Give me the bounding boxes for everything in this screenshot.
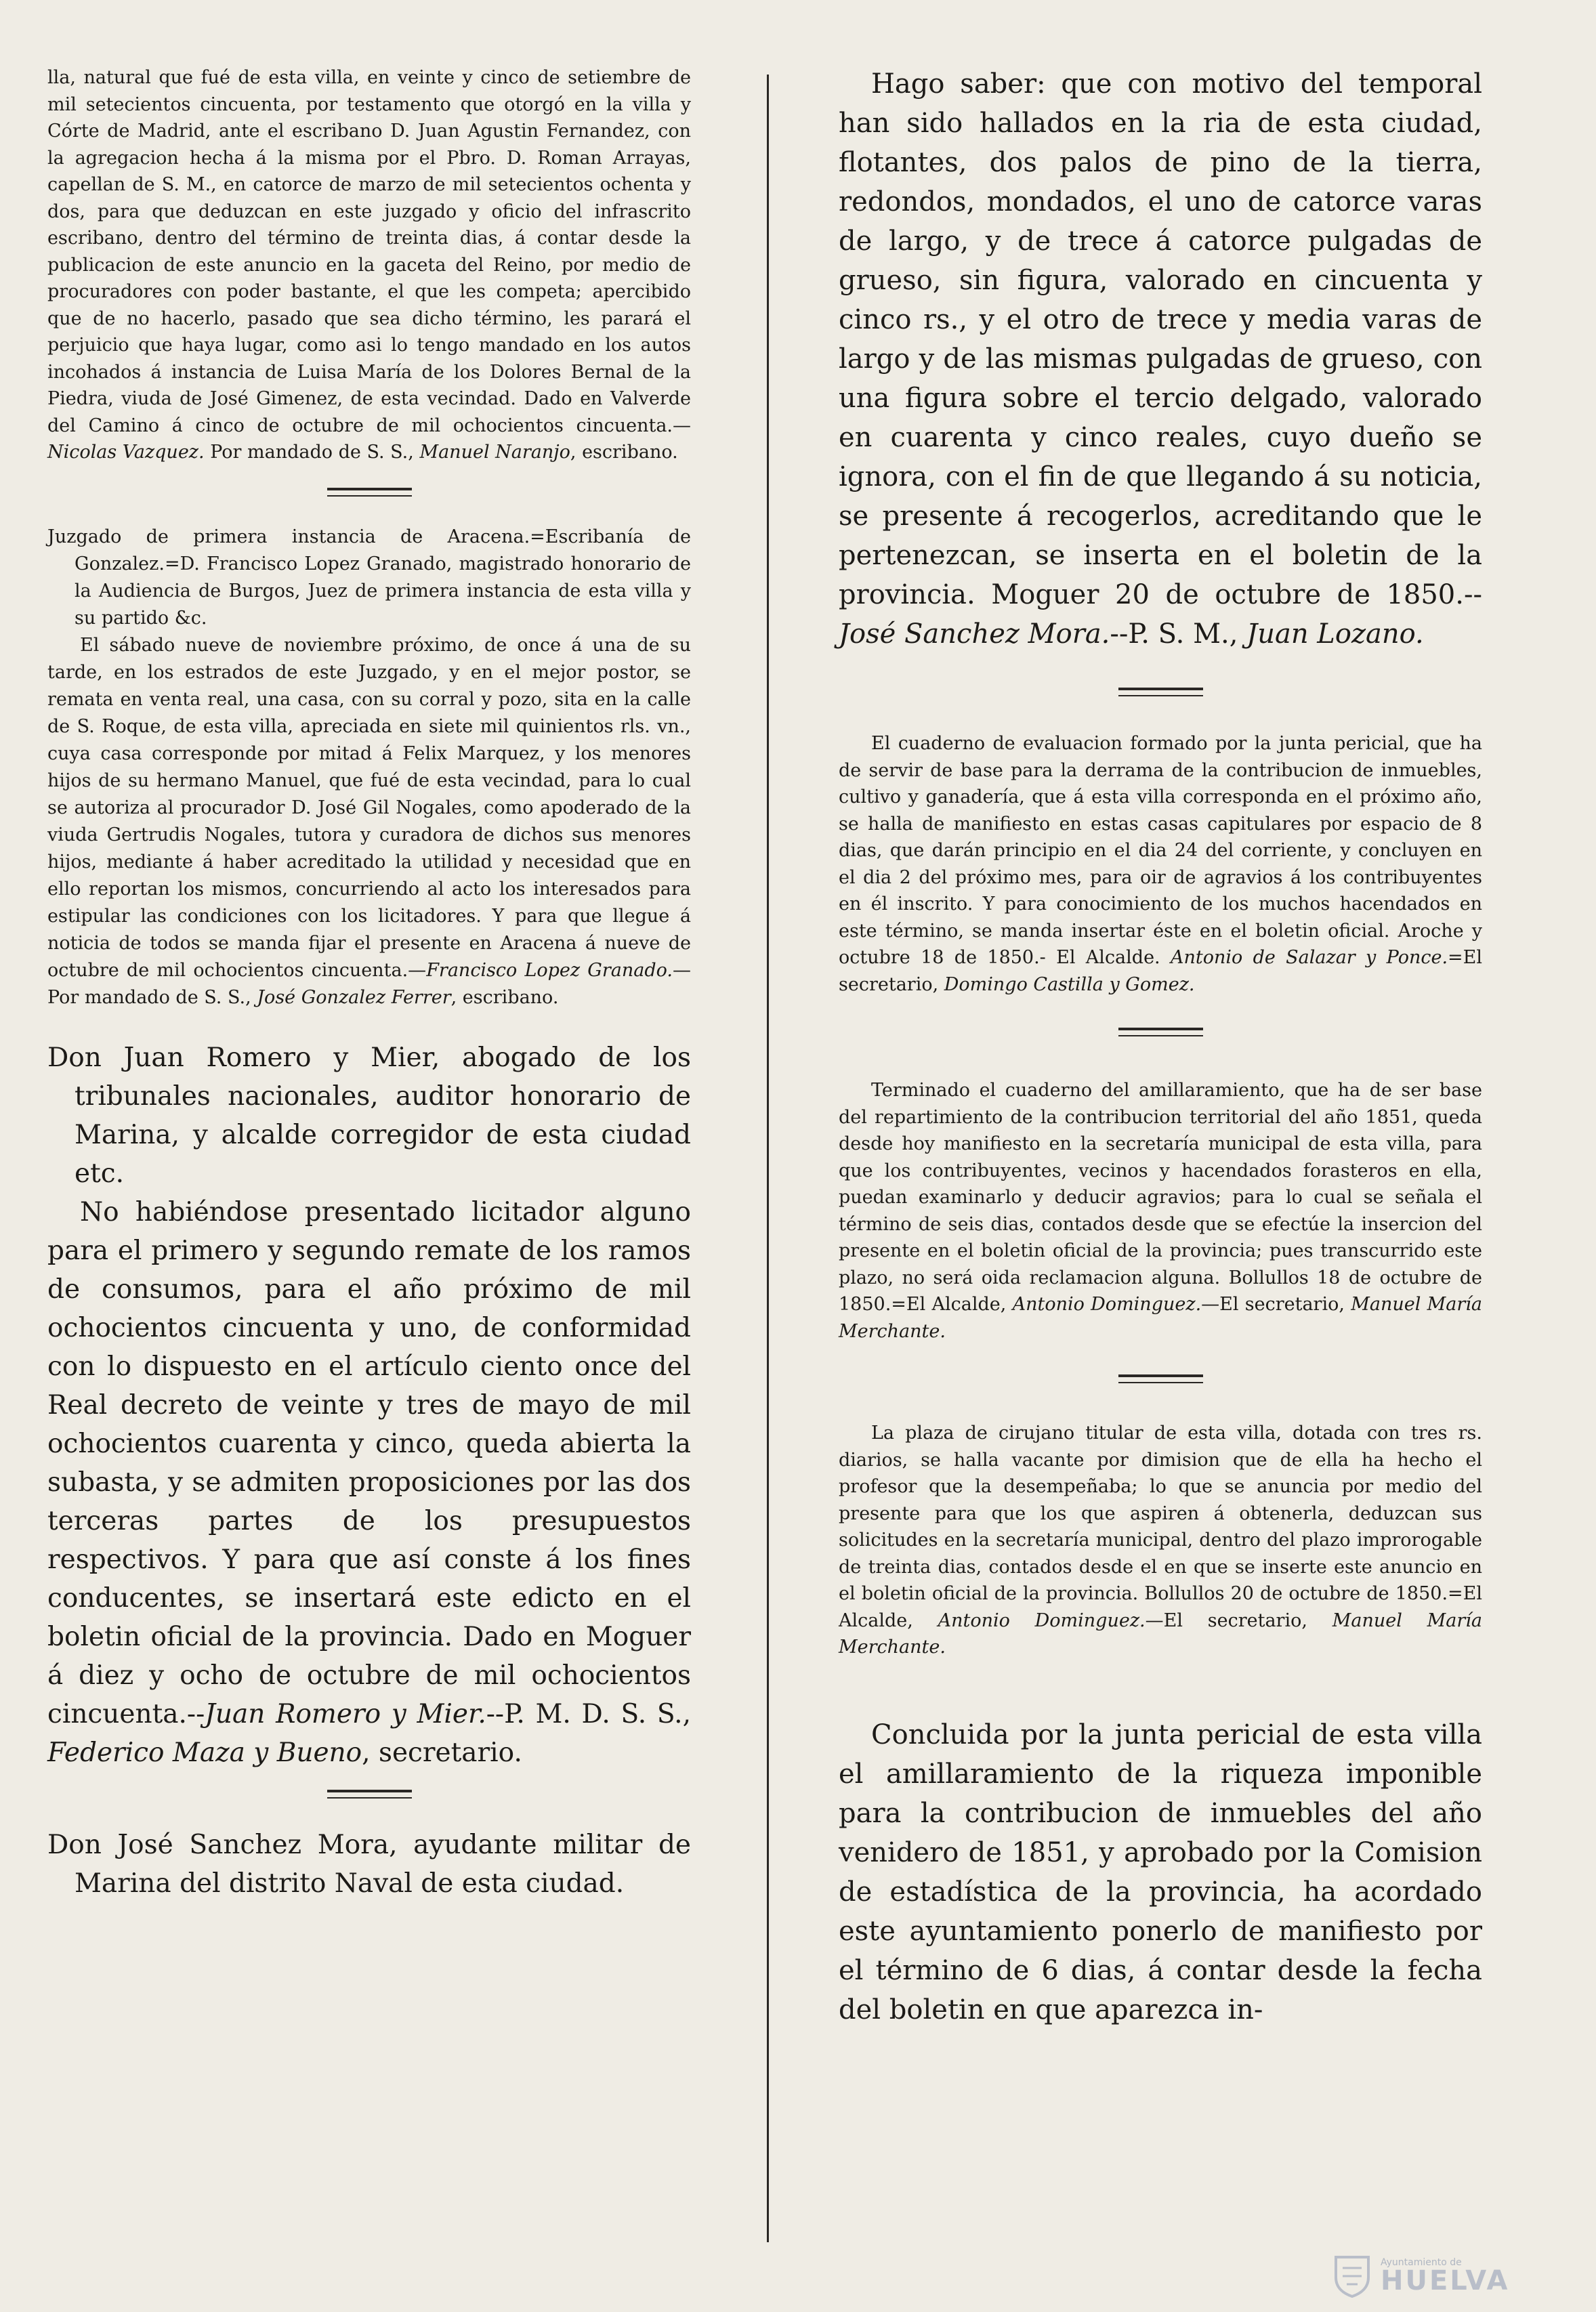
notice-aracena-body: El sábado nueve de noviembre próximo, de once á una de su tarde, en los estrados de este Juzgado, y en el mejor postor, se remata en venta real, una casa, con su corral y pozo, sita en la calle de S. Roque, de esta villa, apreciada en siete mil quinientos rls. vn., cuya casa corresponde por mitad á Felix Marquez, y los menores hijos de su hermano Manuel, que fué de esta vecindad, para lo cual se autoriza al procurador D. José Gil Nogales, como apoderado de la viuda Gertrudis Nogales, tutora y curadora de dichos sus menores hijos, mediante á haber acreditado la utilidad y necesidad que en ello reportan los mismos, concurriendo al acto los interesados para estipular las condiciones con los licitadores. Y para que llegue á noticia de todos se manda fijar el presente en Aracena á nueve de octubre de mil ochocientos cincuenta.—Francisco Lopez Granado.—Por mandado de S. S., José Gonzalez Ferrer, escribano. [47, 634, 691, 1008]
separator-rule [327, 488, 412, 497]
separator-rule [1118, 688, 1203, 696]
separator-rule [327, 1790, 412, 1799]
left-column [47, 64, 691, 1903]
notice-valverde: lla, natural que fué de esta villa, en veinte y cinco de setiembre de mil setecientos cincuenta, por testamento que otorgó en la villa y Córte de Madrid, ante el escribano D. Juan Agustin Fernandez, con la agregacion hecha á la misma por el Pbro. D. Roman Arrayas, capellan de S. M., en catorce de marzo de mil setecientos ochenta y dos, para que deduzcan en este juzgado y oficio del infrascrito escribano, dentro del término de treinta dias, á contar desde la publicacion de este anuncio en la gaceta del Reino, por medio de procuradores con poder bastante, el que les competa; apercibido que de no hacerlo, pasado que sea dicho término, les parará el perjuicio que haya lugar, como asi lo tengo mandado en los autos incohados á instancia de Luisa María de los Dolores Bernal de la Piedra, viuda de José Gimenez, de esta vecindad. Dado en Valverde del Camino á cinco de octubre de mil ochocientos cincuenta.—Nicolas Vazquez. Por mandado de S. S., Manuel Naranjo, escribano. [47, 67, 691, 463]
notice-sanchez-heading: Don José Sanchez Mora, ayudante militar de Marina del distrito Naval de esta ciudad. [47, 1829, 691, 1899]
notice-aroche: El cuaderno de evaluacion formado por la junta pericial, que ha de servir de base para la derrama de la contribucion de inmuebles, cultivo y ganadería, que á esta villa corresponda en el próximo año, se halla de manifiesto en estas casas capitulares por espacio de 8 dias, que darán principio en el dia 24 del corriente, y concluyen en el dia 2 del próximo mes, para oir de agravios á los contribuyentes en él inscrito. Y para conocimiento de los muchos hacendados en este término, se manda insertar éste en el boletin oficial. Aroche y octubre 18 de 1850.- El Alcalde. Antonio de Salazar y Ponce.=El secretario, Domingo Castilla y Gomez. [839, 733, 1482, 995]
right-column [839, 64, 1482, 2030]
watermark-text: Ayuntamiento de HUELVA [1381, 2257, 1510, 2296]
notice-moguer-timber: Hago saber: que con motivo del temporal han sido hallados en la ria de esta ciudad, flotantes, dos palos de pino de la tierra, redondos, mondados, el uno de catorce varas de largo, y de trece á catorce pulgadas de grueso, sin figura, valorado en cincuenta y cinco rs., y el otro de trece y media varas de largo y de las mismas pulgadas de grueso, con una figura sobre el tercio delgado, valorado en cuarenta y cinco reales, cuyo dueño se ignora, con el fin de que llegando á su noticia, se presente á recogerlos, acreditando que le pertenezcan, se inserta en el boletin de la provincia. Moguer 20 de octubre de 1850.--José Sanchez Mora.--P. S. M., Juan Lozano. [839, 68, 1482, 650]
column-divider [767, 75, 769, 2242]
notice-bollullos-cirujano: La plaza de cirujano titular de esta villa, dotada con tres rs. diarios, se halla vacante por dimision que de ella ha hecho el profesor que la desempeñaba; lo que se anuncia por medio del presente para que los que aspiren á obtenerla, deduzcan sus solicitudes en la secretaría municipal, dentro del plazo improrogable de treinta dias, contados desde el en que se inserte este anuncio en el boletin oficial de la provincia. Bollullos 20 de octubre de 1850.=El Alcalde, Antonio Dominguez.—El secretario, Manuel María Merchante. [839, 1423, 1482, 1658]
notice-moguer-body: No habiéndose presentado licitador alguno para el primero y segundo remate de los ramos de consumos, para el año próximo de mil ochocientos cincuenta y uno, de conformidad con lo dispuesto en el artículo ciento once del Real decreto de veinte y tres de mayo de mil ochocientos cuarenta y cinco, queda abierta la subasta, y se admiten proposiciones por las dos terceras partes de los presupuestos respectivos. Y para que así conste á los fines conducentes, se insertará este edicto en el boletin oficial de la provincia. Dado en Moguer á diez y ocho de octubre de mil ochocientos cincuenta.--Juan Romero y Mier.--P. M. D. S. S., Federico Maza y Bueno, secretario. [47, 1196, 691, 1768]
watermark [1333, 2252, 1577, 2300]
notice-moguer-heading: Don Juan Romero y Mier, abogado de los tribunales nacionales, auditor honorario de Marina, y alcalde corregidor de esta ciudad etc. [47, 1042, 691, 1189]
notice-aracena-heading: Juzgado de primera instancia de Aracena.=Escribanía de Gonzalez.=D. Francisco Lopez Granado, magistrado honorario de la Audiencia de Burgos, Juez de primera instancia de esta villa y su partido &c. [47, 526, 691, 629]
notice-junta-pericial: Concluida por la junta pericial de esta villa el amillaramiento de la riqueza imponible para la contribucion de inmuebles del año venidero de 1851, y aprobado por la Comision de estadística de la provincia, ha acordado este ayuntamiento ponerlo de manifiesto por el término de 6 dias, á contar desde la fecha del boletin en que aparezca in- [839, 1719, 1482, 2025]
separator-rule [1118, 1028, 1203, 1036]
notice-bollullos-amillaramiento: Terminado el cuaderno del amillaramiento, que ha de ser base del repartimiento de la contribucion territorial del año 1851, queda desde hoy manifiesto en la secretaría municipal de esta villa, para que los contribuyentes, vecinos y hacendados forasteros en ella, puedan examinarlo y deducir agravios; para lo cual se señala el término de seis dias, contados desde que se efectúe la insercion del presente en el boletin oficial de la provincia; pues transcurrido este plazo, no será oida reclamacion alguna. Bollullos 18 de octubre de 1850.=El Alcalde, Antonio Dominguez.—El secretario, Manuel María Merchante. [839, 1080, 1482, 1342]
shield-icon [1333, 2254, 1371, 2298]
separator-rule [1118, 1374, 1203, 1383]
